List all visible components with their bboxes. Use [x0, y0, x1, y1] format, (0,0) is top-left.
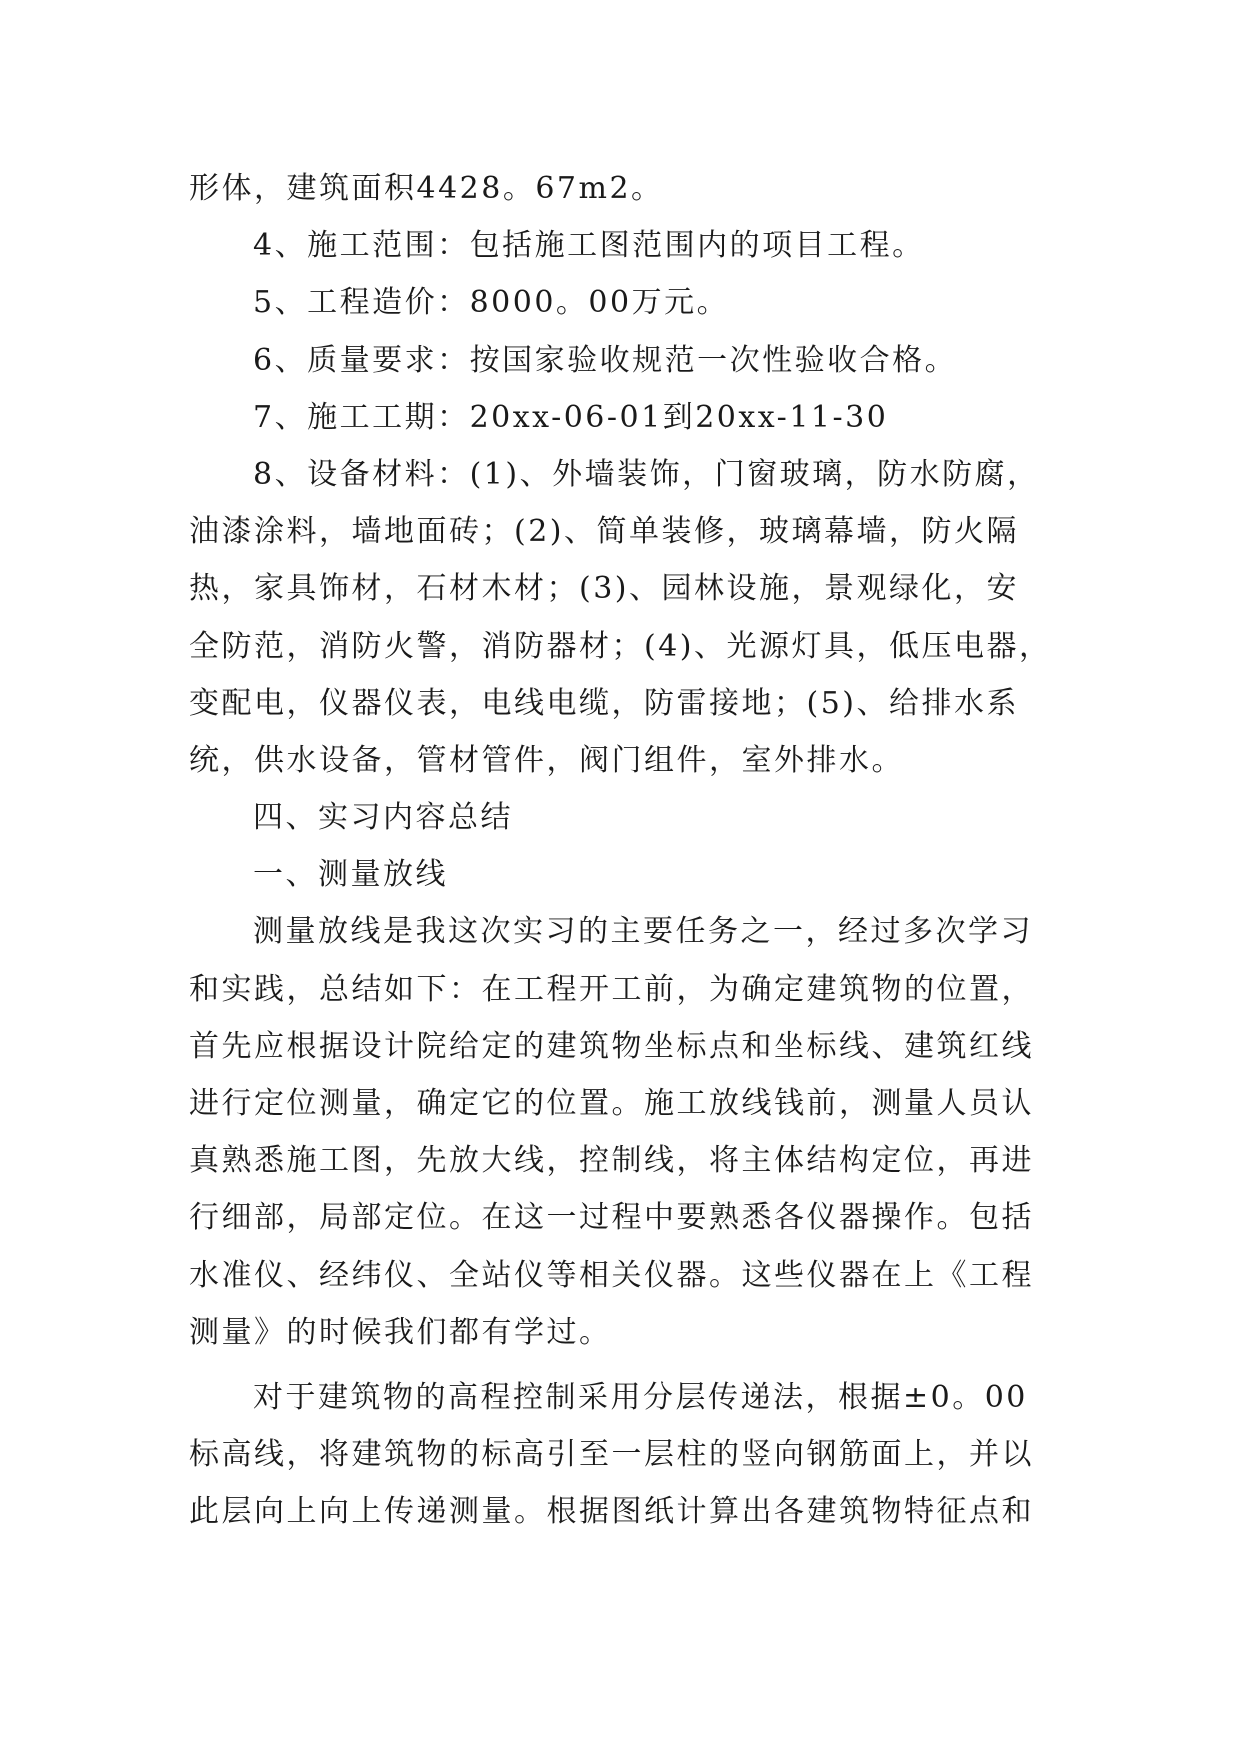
text-line: 6、质量要求：按国家验收规范一次性验收合格。 [253, 342, 958, 378]
text-line: 统，供水设备，管材管件，阀门组件，室外排水。 [189, 742, 904, 778]
subsection-heading: 一、测量放线 [253, 857, 448, 893]
text-line: 形体，建筑面积4428。67m2。 [189, 171, 664, 206]
text-line: 5、工程造价：8000。00万元。 [253, 285, 730, 321]
text-line: 热，家具饰材，石材木材；(3)、园林设施，景观绿化，安 [189, 571, 1019, 607]
text-line: 首先应根据设计院给定的建筑物坐标点和坐标线、建筑红线 [189, 1028, 1034, 1064]
text-line: 水准仪、经纬仪、全站仪等相关仪器。这些仪器在上《工程 [189, 1257, 1034, 1293]
text-line: 和实践，总结如下：在工程开工前，为确定建筑物的位置， [189, 971, 1034, 1007]
section-heading: 四、实习内容总结 [253, 800, 513, 836]
text-line: 此层向上向上传递测量。根据图纸计算出各建筑物特征点和 [189, 1494, 1034, 1530]
text-line: 7、施工工期：20xx-06-01到20xx-11-30 [253, 399, 889, 435]
text-line: 测量放线是我这次实习的主要任务之一，经过多次学习 [253, 914, 1033, 950]
text-line: 全防范，消防火警，消防器材；(4)、光源灯具，低压电器， [189, 628, 1052, 664]
text-line: 标高线，将建筑物的标高引至一层柱的竖向钢筋面上，并以 [189, 1437, 1034, 1473]
text-line: 对于建筑物的高程控制采用分层传递法，根据±0。00 [253, 1379, 1028, 1415]
text-line: 真熟悉施工图，先放大线，控制线，将主体结构定位，再进 [189, 1143, 1034, 1179]
text-line: 进行定位测量，确定它的位置。施工放线钱前，测量人员认 [189, 1086, 1034, 1121]
document-body [189, 160, 1069, 1541]
text-line: 行细部，局部定位。在这一过程中要熟悉各仪器操作。包括 [189, 1200, 1034, 1236]
text-line: 变配电，仪器仪表，电线电缆，防雷接地；(5)、给排水系 [189, 685, 1019, 721]
text-line: 4、施工范围：包括施工图范围内的项目工程。 [253, 228, 925, 264]
text-line: 8、设备材料：(1)、外墙装饰，门窗玻璃，防水防腐， [253, 456, 1040, 492]
text-line: 测量》的时候我们都有学过。 [189, 1314, 612, 1350]
text-line: 油漆涂料，墙地面砖；(2)、简单装修，玻璃幕墙，防火隔 [189, 514, 1019, 550]
